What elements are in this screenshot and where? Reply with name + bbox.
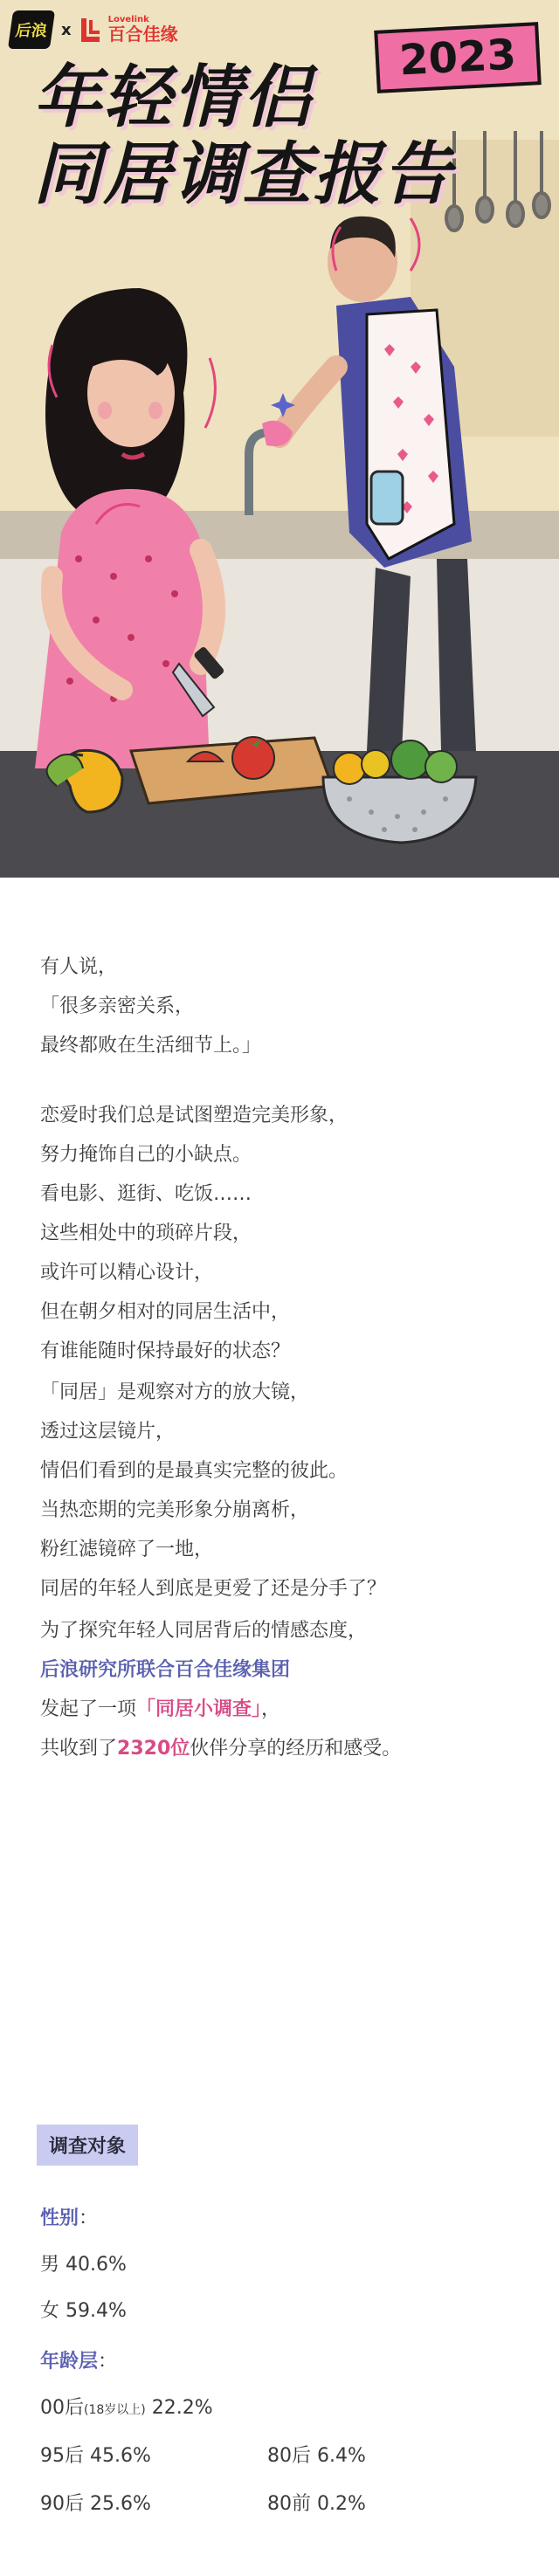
text-line: 有谁能随时保持最好的状态？ (40, 1340, 291, 1362)
text-fragment: ， (261, 1698, 281, 1720)
section-tag-survey-subjects: 调查对象 (37, 2125, 138, 2166)
age-label: 年龄层 (40, 2351, 99, 2373)
survey-name-line (40, 1690, 401, 1729)
text-fragment: 发起了一项 (40, 1698, 137, 1720)
text-line: 看电影、逛街、吃饭…… (40, 1183, 252, 1205)
text-line: 粉红滤镜碎了一地， (40, 1539, 214, 1560)
title-line-1: 年轻情侣 (33, 59, 314, 137)
text-line: 「很多亲密关系， (40, 995, 195, 1017)
text-fragment: 伙伴分享的经历和感受。 (190, 1738, 402, 1760)
age-00-value: 22.2% (151, 2397, 213, 2419)
text-fragment: 共收到了 (40, 1738, 118, 1760)
title-line-2: 同居调查报告 (33, 135, 453, 214)
age-90: 90后 25.6% (40, 2493, 151, 2515)
baihe-logo-cn: 百合佳缘 (107, 23, 178, 45)
intro-paragraph-1 (40, 947, 261, 1065)
year-badge: 2023 (374, 22, 542, 93)
gender-heading: 性别： (40, 2208, 99, 2229)
intro-paragraph-4 (40, 1611, 401, 1768)
gender-male: 男 40.6% (40, 2254, 127, 2276)
age-80pre: 80前 0.2% (267, 2493, 366, 2515)
hero-illustration (0, 0, 559, 878)
text-line: 为了探究年轻人同居背后的情感态度， (40, 1620, 368, 1642)
text-line: 「同居」是观察对方的放大镜， (40, 1381, 310, 1403)
age-95: 95后 45.6% (40, 2445, 151, 2467)
age-00-label: 00后 (40, 2397, 84, 2419)
text-line: 努力掩饰自己的小缺点。 (40, 1144, 252, 1166)
houlang-logo: 后浪 (8, 10, 55, 49)
text-line: 恋爱时我们总是试图塑造完美形象， (40, 1105, 349, 1126)
text-line: 有人说， (40, 956, 118, 978)
text-line: 或许可以精心设计， (40, 1262, 214, 1284)
baihe-logo-mark-icon (80, 17, 103, 43)
age-80: 80后 6.4% (267, 2445, 366, 2467)
text-line: 情侣们看到的是最真实完整的彼此。 (40, 1460, 349, 1482)
gender-female: 女 59.4% (40, 2300, 127, 2322)
text-line: 最终都败在生活细节上。」 (40, 1035, 262, 1057)
text-line: 同居的年轻人到底是更爱了还是分手了？ (40, 1578, 387, 1600)
survey-name: 「同居小调查」 (136, 1698, 262, 1720)
baihe-logo-en: Lovelink (107, 15, 149, 25)
text-line: 当热恋期的完美形象分崩离析， (40, 1499, 310, 1521)
text-line: 这些相处中的琐碎片段， (40, 1223, 252, 1244)
intro-paragraph-3 (40, 1373, 386, 1608)
age-00 (40, 2393, 213, 2420)
age-heading: 年龄层： (40, 2351, 118, 2373)
intro-paragraph-2 (40, 1096, 348, 1371)
text-line: 透过这层镜片， (40, 1421, 176, 1443)
gender-label: 性别 (40, 2208, 79, 2229)
age-00-note: (18岁以上) (84, 2403, 146, 2417)
baihe-logo (80, 16, 178, 44)
text-line: 但在朝夕相对的同居生活中， (40, 1301, 291, 1323)
organizer-line: 后浪研究所联合百合佳缘集团 (40, 1659, 291, 1681)
participant-count: 2320位 (117, 1738, 190, 1760)
brand-logos (10, 10, 178, 49)
participants-line (40, 1729, 401, 1768)
logo-separator: x (61, 20, 72, 39)
